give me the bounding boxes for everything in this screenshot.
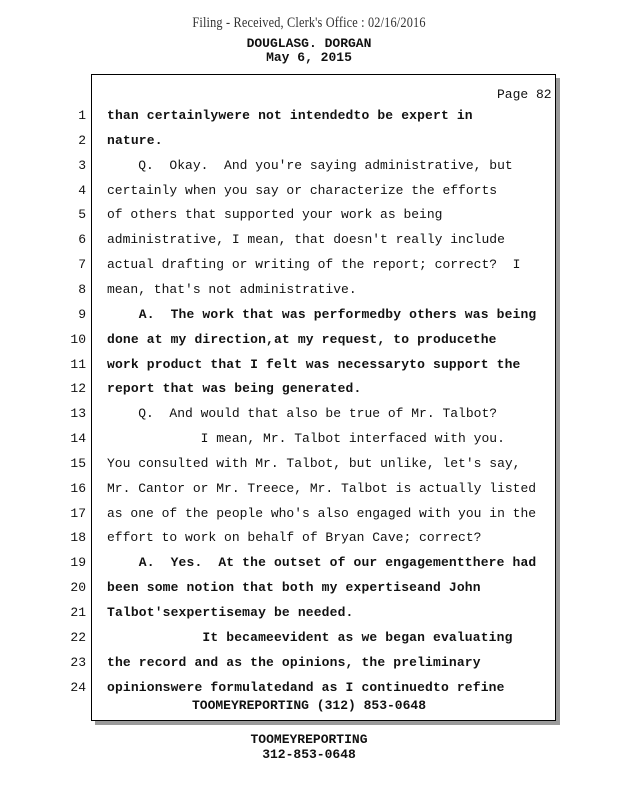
deponent-name: DOUGLASG. DORGAN <box>246 36 372 51</box>
line-number: 23 <box>70 655 86 670</box>
line-text: mean, that's not administrative. <box>107 282 357 297</box>
line-text: report that was being generated. <box>107 381 362 396</box>
line-number: 8 <box>78 282 86 297</box>
line-number: 17 <box>70 506 86 521</box>
line-text: the record and as the opinions, the preliminary <box>107 655 481 670</box>
line-text: administrative, I mean, that doesn't really include <box>107 232 505 247</box>
line-number: 1 <box>78 108 86 123</box>
line-text: done at my direction,at my request, to producethe <box>107 332 497 347</box>
line-text: I mean, Mr. Talbot interfaced with you. <box>107 431 505 446</box>
line-number: 22 <box>70 630 86 645</box>
line-text: actual drafting or writing of the report; correct? I <box>107 257 521 272</box>
line-number: 5 <box>78 207 86 222</box>
line-number: 24 <box>70 680 86 695</box>
line-text: It becameevident as we began evaluating <box>107 630 513 645</box>
line-number: 6 <box>78 232 86 247</box>
line-text: as one of the people who's also engaged with you in the <box>107 506 537 521</box>
line-number: 2 <box>78 133 86 148</box>
line-number: 4 <box>78 183 86 198</box>
line-number: 11 <box>70 357 86 372</box>
line-number: 13 <box>70 406 86 421</box>
line-text: Talbot'sexpertisemay be needed. <box>107 605 354 620</box>
line-text: Q. And would that also be true of Mr. Talbot? <box>107 406 498 421</box>
line-number: 16 <box>70 481 86 496</box>
line-text: A. Yes. At the outset of our engagementthere had <box>107 555 537 570</box>
line-text: certainly when you say or characterize the efforts <box>107 183 498 198</box>
line-number: 7 <box>78 257 86 272</box>
line-text: Mr. Cantor or Mr. Treece, Mr. Talbot is actually listed <box>107 481 537 496</box>
line-number: 19 <box>70 555 86 570</box>
line-number: 21 <box>70 605 86 620</box>
line-text: You consulted with Mr. Talbot, but unlike, let's say, <box>107 456 521 471</box>
line-number: 20 <box>70 580 86 595</box>
page-footer-reporter: TOOMEYREPORTING (312) 853-0648 <box>191 698 427 713</box>
line-text: nature. <box>107 133 163 148</box>
filing-stamp: Filing - Received, Clerk's Office : 02/16/2016 <box>192 15 426 31</box>
line-number: 9 <box>78 307 86 322</box>
line-text: been some notion that both my expertiseand John <box>107 580 481 595</box>
deposition-date: May 6, 2015 <box>266 50 352 65</box>
line-text: work product that I felt was necessaryto support the <box>107 357 521 372</box>
line-number: 14 <box>70 431 86 446</box>
line-number: 10 <box>70 332 86 347</box>
bottom-footer-name: TOOMEYREPORTING <box>250 732 368 747</box>
line-number: 12 <box>70 381 86 396</box>
line-number: 18 <box>70 530 86 545</box>
line-number: 3 <box>78 158 86 173</box>
line-text: opinionswere formulatedand as I continuedto refine <box>107 680 505 695</box>
line-number: 15 <box>70 456 86 471</box>
line-text: Q. Okay. And you're saying administrative, but <box>107 158 513 173</box>
line-text: of others that supported your work as being <box>107 207 443 222</box>
page-number: Page 82 <box>497 87 552 102</box>
bottom-footer-phone: 312-853-0648 <box>262 747 356 762</box>
line-text: than certainlywere not intendedto be expert in <box>107 108 473 123</box>
line-text: A. The work that was performedby others was being <box>107 307 537 322</box>
line-text: effort to work on behalf of Bryan Cave; correct? <box>107 530 482 545</box>
